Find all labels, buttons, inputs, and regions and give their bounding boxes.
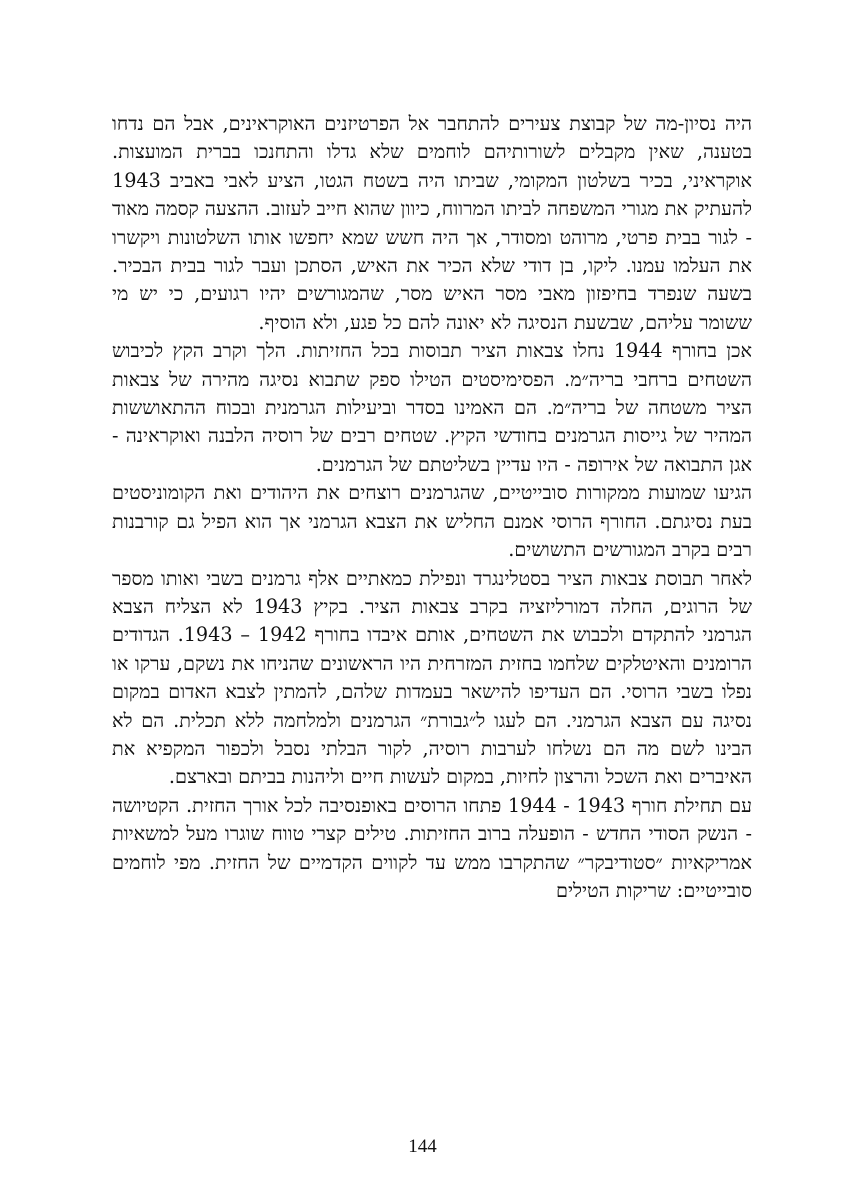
- body-text: [112, 110, 752, 905]
- paragraph: לאחר תבוסת צבאות הציר בסטלינגרד ונפילת כמאתיים אלף גרמנים בשבי ואותו מספר של הרוגים, החלה דמורליזציה בקרב צבאות הציר. בקיץ 1943 לא הצליח הצבא הגרמני להתקדם ולכבוש את השטחים, אותם איבדו בחורף 1942 – 1943. הגדודים הרומנים והאיטלקים שלחמו בחזית המזרחית היו הראשונים שהניחו את נשקם, ערקו או נפלו בשבי הרוסי. הם העדיפו להישאר בעמדות שלהם, להמתין לצבא האדום במקום נסיגה עם הצבא הגרמני. הם לעגו ל״גבורת״ הגרמנים ולמלחמה ללא תכלית. הם לא הבינו לשם מה הם נשלחו לערבות רוסיה, לקור הבלתי נסבל ולכפור המקפיא את האיברים ואת השכל והרצון לחיות, במקום לעשות חיים וליהנות בביתם ובארצם.: [112, 566, 752, 789]
- paragraph: הגיעו שמועות ממקורות סובייטיים, שהגרמנים רוצחים את היהודים ואת הקומוניסטים בעת נסיגתם. החורף הרוסי אמנם החליש את הצבא הגרמני אך הוא הפיל גם קורבנות רבים בקרב המגורשים התשושים.: [112, 481, 752, 562]
- paragraph: עם תחילת חורף 1943 - 1944 פתחו הרוסים באופנסיבה לכל אורך החזית. הקטיושה - הנשק הסודי החדש - הופעלה ברוב החזיתות. טילים קצרי טווח שוגרו מעל למשאיות אמריקאיות ״סטודיבקר״ שהתקרבו ממש עד לקווים הקדמיים של החזית. מפי לוחמים סובייטיים: שריקות הטילים: [112, 793, 752, 902]
- page-number: 144: [408, 1136, 437, 1157]
- paragraph: היה נסיון-מה של קבוצת צעירים להתחבר אל הפרטיזנים האוקראינים, אבל הם נדחו בטענה, שאין מקבלים לשורותיהם לוחמים שלא גדלו והתחנכו בברית המועצות. אוקראיני, בכיר בשלטון המקומי, שביתו היה בשטח הגטו, הציע לאבי באביב 1943 להעתיק את מגורי המשפחה לביתו המרווח, כיוון שהוא חייב לעזוב. ההצעה קסמה מאוד - לגור בבית פרטי, מרוהט ומסודר, אך היה חשש שמא יחפשו אותו השלטונות ויקשרו את העלמו עמנו. ליקו, בן דודי שלא הכיר את האיש, הסתכן ועבר לגור בבית הבכיר. בשעה שנפרד בחיפזון מאבי מסר האיש מסר, שהמגורשים יהיו רגועים, כי יש מי ששומר עליהם, שבשעת הנסיגה לא יאונה להם כל פגע, ולא הוסיף.: [112, 112, 752, 334]
- paragraph: אכן בחורף 1944 נחלו צבאות הציר תבוסות בכל החזיתות. הלך וקרב הקץ לכיבוש השטחים ברחבי בריה״מ. הפסימיסטים הטילו ספק שתבוא נסיגה מהירה של צבאות הציר משטחה של בריה״מ. הם האמינו בסדר וביעילות הגרמנית ובכוח ההתאוששות המהיר של גייסות הגרמנים בחודשי הקיץ. שטחים רבים של רוסיה הלבנה ואוקראינה - אגן התבואה של אירופה - היו עדיין בשליטתם של הגרמנים.: [112, 339, 753, 476]
